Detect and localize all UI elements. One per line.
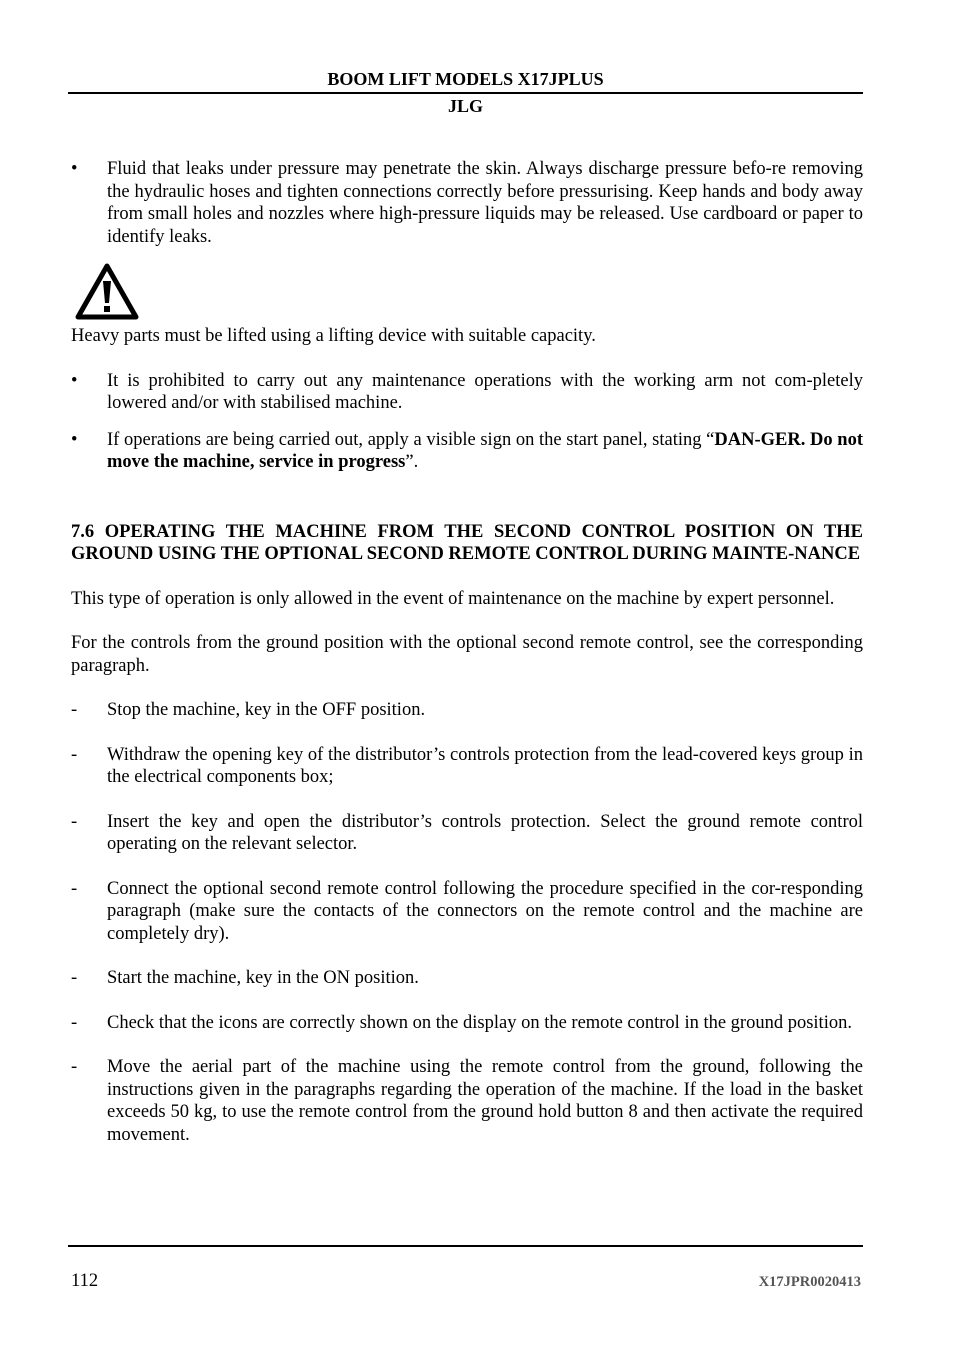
dash-marker: - <box>71 700 78 720</box>
step-item <box>71 811 863 856</box>
bullet-item <box>71 370 863 415</box>
header-title: BOOM LIFT MODELS X17JPLUS <box>327 69 604 89</box>
bullet-marker: • <box>71 429 78 450</box>
page-number: 112 <box>71 1271 99 1291</box>
document-code: X17JPR0020413 <box>758 1274 861 1290</box>
bullet-text: It is prohibited to carry out any maintenance operations with the working arm not com-pletely lowered and/or with stabilised machine. <box>107 370 863 413</box>
dash-marker: - <box>71 744 78 765</box>
step-item <box>71 1056 863 1146</box>
bullet-item <box>71 158 863 248</box>
warning-triangle-icon <box>75 263 139 321</box>
dash-marker: - <box>71 878 78 899</box>
dash-marker: - <box>71 968 78 988</box>
page-content <box>71 158 863 1146</box>
step-item <box>71 699 863 722</box>
step-item <box>71 1012 863 1035</box>
bullet-marker: • <box>71 370 78 391</box>
section-intro: This type of operation is only allowed in the event of maintenance on the machine by expert personnel. <box>71 588 835 609</box>
step-item <box>71 878 863 946</box>
dash-marker: - <box>71 1012 78 1033</box>
section-intro: For the controls from the ground position with the optional second remote control, see the corresponding paragraph. <box>71 633 863 676</box>
bullet-text-prefix: If operations are being carried out, apply a visible sign on the start panel, stating “ <box>107 429 715 450</box>
bullet-item <box>71 429 863 474</box>
step-item <box>71 744 863 789</box>
step-text: Start the machine, key in the ON position. <box>107 968 419 988</box>
bullet-text-danger-sign <box>107 429 863 474</box>
header-brand: JLG <box>447 96 483 116</box>
dash-marker: - <box>71 1057 78 1077</box>
dash-marker: - <box>71 811 78 832</box>
step-text: Withdraw the opening key of the distributor’s controls protection from the lead-covered keys group in the electrical components box; <box>107 744 863 787</box>
bullet-text: Fluid that leaks under pressure may penetrate the skin. Always discharge pressure befo-re removing the hydraulic hoses and tighten connections correctly before pressurising. Keep hands and body away from small holes and nozzles where high-pressure liquids may be released. Use cardboard or paper to identify leaks. <box>107 159 863 247</box>
bullet-text-suffix: ”. <box>405 452 419 472</box>
step-text: Connect the optional second remote control following the procedure specified in the cor-responding paragraph (make sure the contacts of the connectors on the remote control and the machine are completely dry). <box>107 878 863 944</box>
step-text: Insert the key and open the distributor’s controls protection. Select the ground remote control operating on the relevant selector. <box>107 811 863 854</box>
warning-text: Heavy parts must be lifted using a lifting device with suitable capacity. <box>71 326 596 346</box>
step-item <box>71 967 863 990</box>
step-text: Move the aerial part of the machine using the remote control from the ground, following the instructions given in the paragraphs regarding the operation of the machine. If the load in the basket exceeds 50 kg, to use the remote control from the ground hold button 8 and then activate the required movement. <box>107 1057 863 1145</box>
danger-sign-text: DAN-GER. Do not move the machine, service in progress <box>107 429 863 472</box>
footer-rule <box>68 1245 863 1247</box>
step-text: Stop the machine, key in the OFF position. <box>107 700 426 720</box>
step-text: Check that the icons are correctly shown on the display on the remote control in the ground position. <box>107 1012 852 1033</box>
section-heading: 7.6 OPERATING THE MACHINE FROM THE SECOND CONTROL POSITION ON THE GROUND USING THE OPTIONAL SECOND REMOTE CONTROL DURING MAINTE-NANCE <box>71 521 863 564</box>
header-rule <box>68 92 863 94</box>
bullet-marker: • <box>71 159 78 179</box>
